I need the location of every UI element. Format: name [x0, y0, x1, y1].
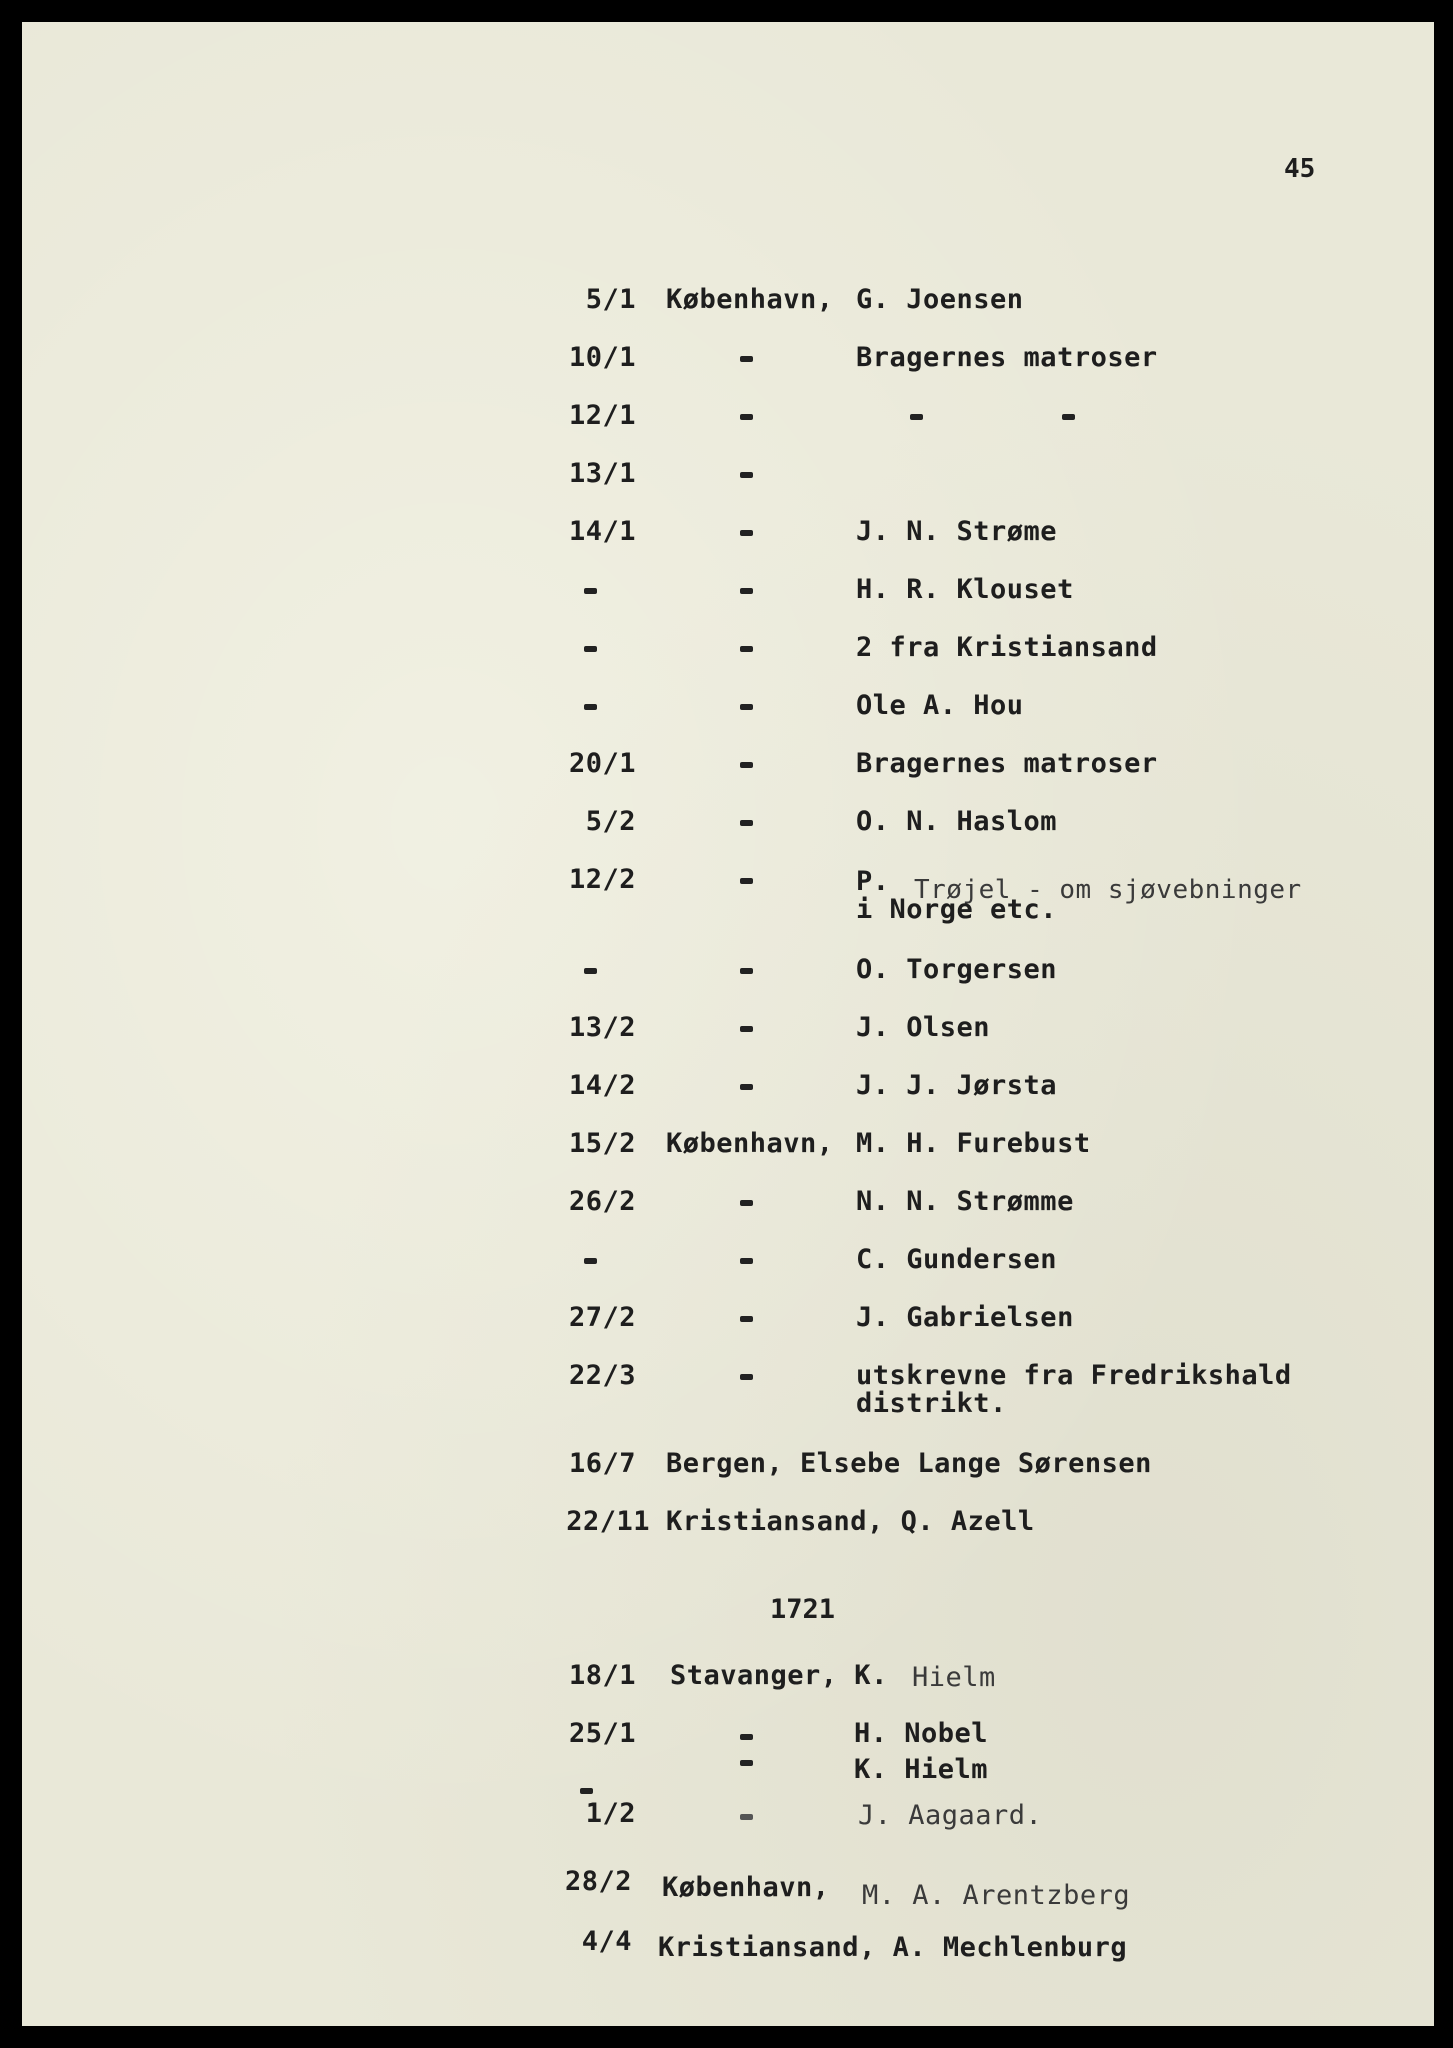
entry-date: 14/1 [568, 516, 636, 547]
entry-name: 2 fra Kristiansand [856, 632, 1158, 663]
entry-date: 5/1 [585, 284, 636, 315]
ditto-mark [740, 1258, 753, 1264]
ditto-mark [740, 1734, 753, 1740]
ditto-mark [584, 1258, 597, 1264]
entry-name: J. J. Jørsta [856, 1070, 1058, 1101]
ditto-mark [740, 1316, 753, 1322]
entry-name: J. Aagaard. [858, 1800, 1043, 1831]
entry-date: 10/1 [568, 342, 636, 373]
entry-date: 13/2 [568, 1012, 636, 1043]
entry-date: 15/2 [568, 1128, 636, 1159]
ditto-mark [740, 356, 753, 362]
ditto-mark [740, 1200, 753, 1206]
entry-text: Kristiansand, Q. Azell [666, 1506, 1035, 1537]
ditto-mark [740, 588, 753, 594]
ditto-mark [580, 1788, 593, 1794]
entry-name: P. [856, 866, 890, 897]
ditto-mark [740, 1084, 753, 1090]
entry-place: København, [666, 1128, 834, 1159]
entry-date: 27/2 [568, 1302, 636, 1333]
ditto-mark [1062, 414, 1075, 420]
ditto-mark [740, 704, 753, 710]
year-heading: 1721 [770, 1594, 836, 1625]
entry-name-typed-addition: Hielm [912, 1662, 996, 1693]
entry-name-continued: i Norge etc. [856, 894, 1058, 925]
ditto-mark [584, 704, 597, 710]
page-number: 45 [1284, 154, 1316, 184]
entry-text: Bergen, Elsebe Lange Sørensen [666, 1448, 1152, 1479]
ditto-mark [584, 968, 597, 974]
entry-place: København, [666, 284, 834, 315]
ditto-mark [740, 1026, 753, 1032]
entry-name: G. Joensen [856, 284, 1024, 315]
entry-date: 12/1 [568, 400, 636, 431]
entry-name: Bragernes matroser [856, 748, 1158, 779]
entry-name: H. Nobel [854, 1718, 989, 1749]
ditto-mark [740, 1814, 753, 1820]
ditto-mark [910, 414, 923, 420]
entry-name: O. Torgersen [856, 954, 1058, 985]
entry-date: 22/3 [568, 1360, 636, 1391]
entry-name: O. N. Haslom [856, 806, 1058, 837]
document-page [22, 22, 1434, 2026]
ditto-mark [740, 414, 753, 420]
entry-name: J. Olsen [856, 1012, 991, 1043]
entry-date: 18/1 [568, 1660, 636, 1691]
ditto-mark [584, 646, 597, 652]
entry-date: 26/2 [568, 1186, 636, 1217]
entry-name: J. Gabrielsen [856, 1302, 1074, 1333]
entry-name: utskrevne fra Fredrikshald [856, 1360, 1292, 1391]
entry-name: C. Gundersen [856, 1244, 1058, 1275]
entry-date: 28/2 [564, 1866, 632, 1897]
entry-date: 13/1 [568, 458, 636, 489]
entry-date: 5/2 [585, 806, 636, 837]
entry-name: Ole A. Hou [856, 690, 1024, 721]
ditto-mark [740, 820, 753, 826]
entry-text: Stavanger, K. [670, 1660, 888, 1691]
entry-date: 20/1 [568, 748, 636, 779]
entry-name: J. N. Strøme [856, 516, 1058, 547]
entry-date: 1/2 [585, 1798, 636, 1829]
ditto-mark [584, 588, 597, 594]
ditto-mark [740, 762, 753, 768]
entry-name-continued: distrikt. [856, 1388, 1007, 1419]
entry-text: Kristiansand, A. Mechlenburg [658, 1932, 1128, 1963]
entry-name: M. A. Arentzberg [862, 1880, 1131, 1911]
ditto-mark [740, 646, 753, 652]
entry-date: 22/11 [566, 1506, 650, 1537]
entry-name: K. Hielm [854, 1754, 989, 1785]
entry-date: 16/7 [568, 1448, 636, 1479]
entry-name: M. H. Furebust [856, 1128, 1091, 1159]
entry-date: 4/4 [581, 1926, 632, 1957]
entry-date: 25/1 [568, 1718, 636, 1749]
entry-name: N. N. Strømme [856, 1186, 1074, 1217]
entry-name-typed-addition: Trøjel - om sjøvebninger [914, 875, 1302, 905]
ditto-mark [740, 968, 753, 974]
ditto-mark [740, 472, 753, 478]
ditto-mark [740, 1760, 753, 1766]
entry-name: H. R. Klouset [856, 574, 1074, 605]
ditto-mark [740, 878, 753, 884]
ditto-mark [740, 1374, 753, 1380]
entry-place: København, [662, 1872, 830, 1903]
entry-date: 12/2 [568, 864, 636, 895]
entry-name: Bragernes matroser [856, 342, 1158, 373]
ditto-mark [740, 530, 753, 536]
entry-date: 14/2 [568, 1070, 636, 1101]
